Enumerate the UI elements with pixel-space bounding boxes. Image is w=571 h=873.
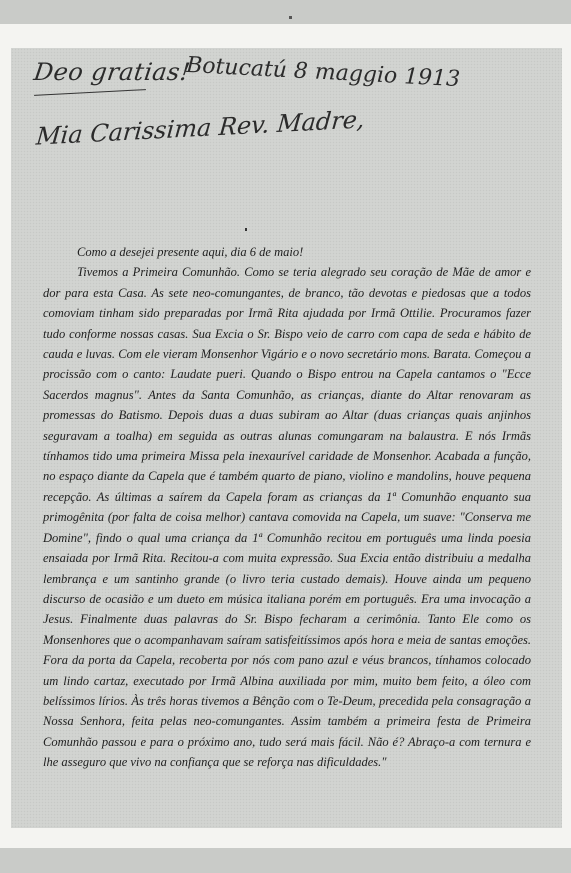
top-band [0,0,571,24]
speck [289,16,292,19]
handwritten-place-date: Botucatú 8 maggio 1913 [185,52,461,93]
paragraph-main: Tivemos a Primeira Comunhão. Como se teria alegrado seu coração de Mãe de amor e dor para esta Casa. As sete neo-comungantes, de branco, tão devotas e piedosas que a todos comoviam tinham sido preparadas por Irmã Rita ajudada por Irmã Ottilie. Procuramos fazer tudo conforme nossas casas. Sua Excia o Sr. Bispo veio de carro com capa de seda e hábito de cauda e luvas. Com ele vieram Monsenhor Vigário e o novo secretário mons. Barata. Começou a procissão com o canto: Laudate pueri. Quando o Bispo entrou na Capela cantamos o "Ecce Sacerdos magnus". Antes da Santa Comunhão, as crianças, diante do Altar renovaram as promessas do Batismo. Depois duas a duas subiram ao Altar (duas crianças quais anjinhos seguravam a toalha) em seguida as outras alunas comungaram na balaustra. E nós Irmãs tínhamos tido uma primeira Missa pela inexaurível caridade de Monsenhor. Acabada a função, no espaço diante da Capela que é também quarto de piano, violino e mandolins, houve pequena recepção. As últimas a saírem da Capela foram as crianças da 1ª Comunhão enquanto sua primogênita (por falta de coisa melhor) cantava comovida na Capela, um suave: "Conserva me Domine", findo o qual uma criança da 1ª Comunhão recitou em português uma linda poesia ensaiada por Irmã Rita. Recitou-a com muita expressão. Sua Excia então distribuiu a medalha lembrança e um santinho grande (o livro teria custado demais). Houve ainda um pequeno discurso de ocasião e um dueto em música italiana porém em português. Era uma invocação a Jesus. Finalmente duas palavras do Sr. Bispo fecharam a cerimônia. Tanto Ele como os Monsenhores que o acompanhavam saíram satisfeitíssimos após hora e meia de santas emoções. Fora da porta da Capela, recoberta por nós com pano azul e véus brancos, tínhamos colocado um lindo cartaz, executado por Irmã Albina auxiliada por mim, muito bem feito, a óleo com belíssimos lírios. Às três horas tivemos a Bênção com o Te-Deum, precedida pela consagração a Nossa Senhora, feita pelas neo-comungantes. Assim também a primeira festa de Primeira Comunhão passou e para o próximo ano, tudo será mais fácil. Não é? Abraço-a com ternura e lhe asseguro que vivo na confiança que se reforça nas dificuldades." [43,265,531,770]
bottom-band [0,848,571,873]
handwritten-salutation: Mia Carissima Rev. Madre, [34,105,366,151]
paragraph-opening: Como a desejei presente aqui, dia 6 de maio! [77,245,304,259]
letter-body [43,242,531,773]
handwritten-greeting: Deo gratias! [32,58,193,86]
ink-mark [245,228,247,231]
